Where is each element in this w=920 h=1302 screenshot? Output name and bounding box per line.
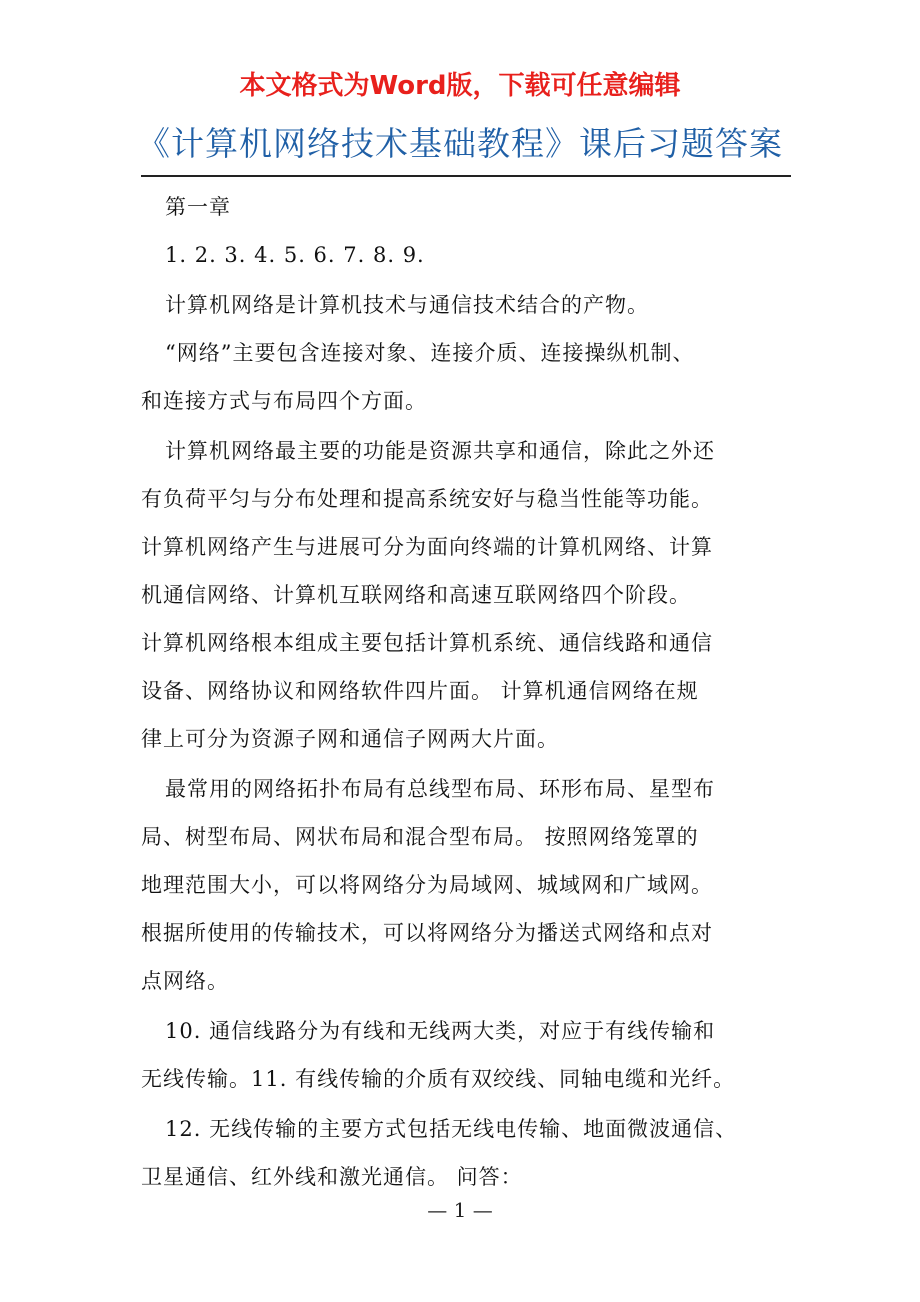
format-banner: 本文格式为Word版，下载可任意编辑 bbox=[239, 71, 681, 101]
text-line: 计算机网络产生与进展可分为面向终端的计算机网络、计算 bbox=[141, 535, 713, 559]
text-line: 地理范围大小，可以将网络分为局域网、城域网和广域网。 bbox=[141, 873, 713, 897]
text-line: 机通信网络、计算机互联网络和高速互联网络四个阶段。 bbox=[141, 583, 691, 607]
text-line: 点网络。 bbox=[141, 969, 229, 993]
text-line: 计算机网络根本组成主要包括计算机系统、通信线路和通信 bbox=[141, 631, 713, 655]
text-line: 12. 无线传输的主要方式包括无线电传输、地面微波通信、 bbox=[165, 1117, 738, 1141]
title-divider bbox=[141, 175, 791, 177]
text-line: “网络”主要包含连接对象、连接介质、连接操纵机制、 bbox=[165, 341, 695, 365]
text-line: 计算机网络最主要的功能是资源共享和通信，除此之外还 bbox=[165, 439, 715, 463]
document-title: 《计算机网络技术基础教程》课后习题答案 bbox=[137, 124, 783, 163]
document-body bbox=[141, 183, 791, 1201]
text-line: 计算机网络是计算机技术与通信技术结合的产物。 bbox=[165, 293, 649, 317]
text-line: 和连接方式与布局四个方面。 bbox=[141, 389, 427, 413]
text-line: 10. 通信线路分为有线和无线两大类，对应于有线传输和 bbox=[165, 1019, 716, 1043]
text-line: 无线传输。11. 有线传输的介质有双绞线、同轴电缆和光纤。 bbox=[141, 1067, 736, 1091]
text-line: 设备、网络协议和网络软件四片面。 计算机通信网络在规 bbox=[141, 679, 699, 703]
question-numbers: 1. 2. 3. 4. 5. 6. 7. 8. 9. bbox=[165, 243, 425, 267]
text-line: 局、树型布局、网状布局和混合型布局。 按照网络笼罩的 bbox=[141, 825, 699, 849]
text-line: 律上可分为资源子网和通信子网两大片面。 bbox=[141, 727, 559, 751]
text-line: 卫星通信、红外线和激光通信。 问答： bbox=[141, 1165, 523, 1189]
text-line: 有负荷平匀与分布处理和提高系统安好与稳当性能等功能。 bbox=[141, 487, 713, 511]
page-number: — 1 — bbox=[427, 1198, 493, 1222]
text-line: 最常用的网络拓扑布局有总线型布局、环形布局、星型布 bbox=[165, 777, 715, 801]
chapter-heading: 第一章 bbox=[165, 195, 231, 219]
text-line: 根据所使用的传输技术，可以将网络分为播送式网络和点对 bbox=[141, 921, 713, 945]
